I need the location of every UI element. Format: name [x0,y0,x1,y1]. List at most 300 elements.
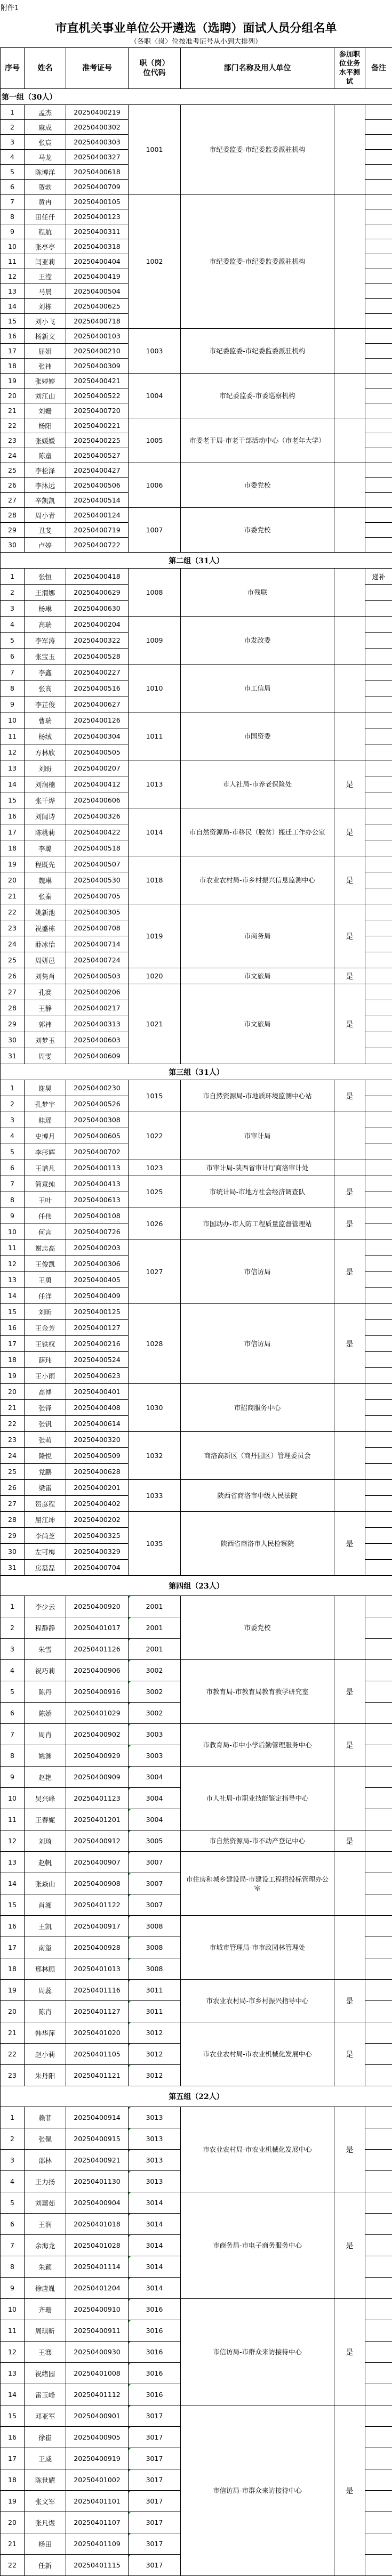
table-row [1,1432,392,1448]
position-code: 2001 [129,1596,181,1617]
candidate-name: 王铁权 [25,1336,66,1352]
position-code: 3016 [129,2384,181,2405]
exam-id: 20250400405 [66,1272,129,1288]
row-number: 14 [1,2384,25,2405]
skill-test: 是 [334,2107,365,2192]
remark [365,1208,392,1224]
exam-id: 20250400419 [66,269,129,284]
candidate-name: 朱颖 [25,2256,66,2278]
department: 市农业农村局-市乡村振兴指导中心 [181,1980,334,2022]
candidate-name: 刘蕙茹 [25,2192,66,2214]
exam-id: 20250400916 [66,1681,129,1703]
candidate-name: 任洋 [25,1288,66,1304]
row-number: 18 [1,1958,25,1980]
candidate-name: 姚渊 [25,1745,66,1767]
group-title: 第四组（23人） [1,1576,392,1596]
row-number: 9 [1,1767,25,1788]
candidate-name: 朱雪 [25,1639,66,1660]
table-row [1,984,392,1000]
department: 市农业农村局-市农业机械化发展中心 [181,2022,334,2086]
row-number: 7 [1,665,25,681]
candidate-name: 刘昕 [25,1304,66,1320]
group-title: 第一组（30人） [1,89,392,105]
skill-test [334,1596,365,1660]
skill-test: 是 [334,2405,365,2576]
remark [365,744,392,760]
row-number: 10 [1,712,25,728]
row-number: 21 [1,2022,25,2044]
row-number: 16 [1,2427,25,2448]
skill-test: 是 [334,1980,365,2022]
remark [365,1048,392,1064]
remark [365,1660,392,1681]
row-number: 10 [1,1788,25,1809]
table-row [1,105,392,120]
exam-id: 20250400609 [66,1048,129,1064]
candidate-name: 张文军 [25,2491,66,2512]
skill-test [334,418,365,463]
row-number: 27 [1,493,25,508]
row-number: 8 [1,2256,25,2278]
row-number: 24 [1,448,25,463]
group-header-row [1,89,392,105]
table-header-row [1,48,392,89]
exam-id: 20250400618 [66,165,129,180]
position-code: 1019 [129,904,181,968]
table-row [1,1916,392,1937]
row-number: 5 [1,1144,25,1160]
exam-id: 20250400108 [66,1208,129,1224]
remark [365,344,392,359]
skill-test [334,712,365,760]
remark [365,1256,392,1272]
exam-id: 20250400422 [66,824,129,840]
row-number: 25 [1,463,25,478]
row-number: 19 [1,1980,25,2001]
remark [365,1016,392,1032]
exam-id: 20250400325 [66,1528,129,1544]
row-number: 21 [1,1400,25,1416]
department: 市国资委 [181,712,334,760]
exam-id: 20250401127 [66,2001,129,2022]
row-number: 19 [1,1368,25,1384]
candidate-name: 张宝玉 [25,649,66,665]
department: 市信访局-市群众来访接待中心 [181,2405,334,2576]
table-row [1,1767,392,1788]
candidate-name: 韩华萍 [25,2022,66,2044]
header-no: 序号 [1,48,25,89]
row-number: 16 [1,808,25,824]
remark [365,150,392,165]
position-code: 3014 [129,2214,181,2235]
exam-id: 20250400404 [66,254,129,269]
remark [365,478,392,493]
table-body [1,89,392,2576]
position-code: 1015 [129,1080,181,1112]
row-number: 22 [1,418,25,433]
remark [365,1368,392,1384]
row-number: 17 [1,824,25,840]
remark [365,904,392,920]
department: 市招商服务中心 [181,1384,334,1432]
row-number: 1 [1,1080,25,1096]
remark [365,2256,392,2278]
table-row [1,968,392,984]
position-code: 1003 [129,329,181,374]
exam-id: 20250400623 [66,1368,129,1384]
row-number: 3 [1,135,25,150]
exam-id: 20250400219 [66,105,129,120]
exam-id: 20250400507 [66,856,129,872]
row-number: 15 [1,792,25,808]
candidate-name: 张焱山 [25,1873,66,1894]
candidate-name: 张祎 [25,359,66,374]
exam-id: 20250400709 [66,180,129,195]
table-row [1,374,392,388]
remark [365,1894,392,1916]
department: 市纪委监委-市纪委监委派驻机构 [181,195,334,329]
position-code: 3007 [129,1852,181,1873]
skill-test: 是 [334,1724,365,1767]
skill-test: 是 [334,1080,365,1112]
position-code: 3013 [129,2107,181,2128]
candidate-name: 王骞 [25,2342,66,2363]
row-number: 2 [1,1096,25,1112]
remark [365,1080,392,1096]
row-number: 9 [1,2278,25,2299]
exam-id: 20250400928 [66,1937,129,1958]
candidate-name: 刘江山 [25,388,66,403]
table-row [1,808,392,824]
remark [365,2320,392,2342]
candidate-name: 王金芳 [25,1320,66,1336]
remark [365,418,392,433]
remark [365,1416,392,1432]
position-code: 3011 [129,2001,181,2022]
row-number: 28 [1,508,25,523]
row-number: 8 [1,1745,25,1767]
row-number: 7 [1,1724,25,1745]
table-row [1,195,392,209]
skill-test [334,1432,365,1480]
skill-test: 是 [334,1512,365,1576]
remark [365,508,392,523]
row-number: 28 [1,1000,25,1016]
remark [365,2427,392,2448]
candidate-name: 程航 [25,224,66,239]
candidate-name: 谢昊 [25,1080,66,1096]
row-number: 21 [1,888,25,904]
skill-test [334,617,365,665]
remark [365,135,392,150]
remark [365,1112,392,1128]
candidate-name: 南玺 [25,1937,66,1958]
remark [365,180,392,195]
row-number: 4 [1,2171,25,2192]
row-number: 13 [1,2363,25,2384]
row-number: 25 [1,952,25,968]
remark [365,224,392,239]
candidate-name: 赵艳 [25,1767,66,1788]
exam-id: 20250400909 [66,1767,129,1788]
candidate-name: 张萌 [25,1432,66,1448]
remark [365,1916,392,1937]
candidate-name: 薛玮 [25,1352,66,1368]
remark [365,760,392,776]
exam-id: 20250400929 [66,1745,129,1767]
remark [365,2384,392,2405]
remark [365,269,392,284]
skill-test [334,569,365,617]
row-number: 29 [1,523,25,538]
remark [365,1032,392,1048]
exam-id: 20250400724 [66,952,129,968]
row-number: 21 [1,2533,25,2555]
header-test: 参加职位业务水平测试 [334,48,365,89]
candidate-name: 陈博洋 [25,165,66,180]
remark [365,2512,392,2533]
remark [365,284,392,299]
remark [365,2278,392,2299]
remark [365,1432,392,1448]
remark [365,2022,392,2044]
exam-id: 20250400527 [66,448,129,463]
exam-id: 20250400911 [66,2320,129,2342]
position-code: 1007 [129,508,181,553]
candidate-name: 赵帆 [25,1852,66,1873]
row-number: 13 [1,760,25,776]
exam-id: 20250400201 [66,1480,129,1496]
department: 市信访局 [181,1240,334,1304]
candidate-name: 丑斐 [25,523,66,538]
candidate-name: 任新 [25,2555,66,2576]
candidate-name: 刘小飞 [25,314,66,329]
department: 市工信局 [181,665,334,712]
remark [365,463,392,478]
remark [365,1400,392,1416]
row-number: 10 [1,1224,25,1240]
candidate-name: 黄冉 [25,195,66,209]
position-code: 2001 [129,1617,181,1639]
remark [365,2214,392,2235]
candidate-name: 任伟 [25,1208,66,1224]
department: 市农业农村局-市乡村振兴信息监测中心 [181,856,334,904]
row-number: 11 [1,254,25,269]
exam-id: 20250400613 [66,1192,129,1208]
remark [365,299,392,314]
remark: 递补 [365,569,392,585]
remark [365,776,392,792]
position-code: 3016 [129,2320,181,2342]
position-code: 1023 [129,1160,181,1176]
remark [365,493,392,508]
position-code: 3017 [129,2555,181,2576]
remark [365,2299,392,2320]
department: 市审计局-陕西省审计厅商洛审计处 [181,1160,334,1176]
row-number: 15 [1,1304,25,1320]
row-number: 5 [1,1681,25,1703]
candidate-name: 李尚芝 [25,1528,66,1544]
candidate-name: 王谱凡 [25,1160,66,1176]
table-row [1,1596,392,1617]
exam-id: 20250400908 [66,1873,129,1894]
department: 市教育局-市教育局教育教学研究室 [181,1660,334,1724]
candidate-name: 高瑞 [25,617,66,633]
department: 市发改委 [181,617,334,665]
candidate-name: 周琪昕 [25,2320,66,2342]
page-title: 市直机关事业单位公开遴选（选聘）面试人员分组名单 [0,19,392,36]
exam-id: 20250400726 [66,1224,129,1240]
candidate-name: 刘琦 [25,1830,66,1852]
exam-id: 20250400206 [66,984,129,1000]
row-number: 18 [1,1352,25,1368]
table-row [1,463,392,478]
remark [365,1352,392,1368]
skill-test [334,1112,365,1160]
exam-id: 20250400912 [66,1830,129,1852]
row-number: 11 [1,1240,25,1256]
skill-test [334,1160,365,1176]
remark [365,254,392,269]
exam-id: 20250400528 [66,649,129,665]
remark [365,1560,392,1576]
department: 市城市管理局-市市政园林管理处 [181,1916,334,1980]
remark [365,1272,392,1288]
row-number: 31 [1,1048,25,1064]
exam-id: 20250400702 [66,1144,129,1160]
row-number: 19 [1,856,25,872]
row-number: 3 [1,601,25,617]
exam-id: 20250400204 [66,617,129,633]
exam-id: 20250400418 [66,569,129,585]
exam-id: 20250400630 [66,601,129,617]
skill-test [334,195,365,329]
table-row [1,569,392,585]
table-row [1,508,392,523]
candidate-name: 贺彦程 [25,1496,66,1512]
remark [365,1224,392,1240]
candidate-name: 魏琳 [25,872,66,888]
exam-id: 20250400907 [66,1852,129,1873]
candidate-name: 赵小莉 [25,2044,66,2065]
row-number: 14 [1,1873,25,1894]
remark [365,239,392,254]
skill-test [334,105,365,195]
row-number: 3 [1,1112,25,1128]
candidate-name: 党鹏 [25,1464,66,1480]
row-number: 29 [1,1528,25,1544]
candidate-name: 徐崔 [25,2427,66,2448]
row-number: 8 [1,681,25,696]
remark [365,1192,392,1208]
row-number: 5 [1,2192,25,2214]
position-code: 1020 [129,968,181,984]
candidate-name: 周妍邑 [25,952,66,968]
exam-id: 20250400714 [66,936,129,952]
candidate-name: 王威 [25,2448,66,2469]
table-row [1,1830,392,1852]
candidate-name: 左可梅 [25,1544,66,1560]
department: 市人社局-市职业技能鉴定指导中心 [181,1767,334,1830]
table-row [1,418,392,433]
remark [365,872,392,888]
row-number: 18 [1,359,25,374]
position-code: 1028 [129,1304,181,1384]
table-row [1,1176,392,1192]
exam-id: 20250400530 [66,872,129,888]
candidate-name: 陈童 [25,448,66,463]
exam-id: 20250400915 [66,2128,129,2150]
table-row [1,2107,392,2128]
remark [365,936,392,952]
position-code: 3012 [129,2065,181,2086]
position-code: 3008 [129,1916,181,1937]
table-row [1,1304,392,1320]
remark [365,195,392,209]
header-dept: 部门名称及用人单位 [181,48,334,89]
remark [365,105,392,120]
position-code: 3003 [129,1724,181,1745]
candidate-name: 孔赛 [25,984,66,1000]
table-row [1,1160,392,1176]
department: 陕西省商洛市人民检察院 [181,1512,334,1576]
candidate-name: 谢志高 [25,1240,66,1256]
row-number: 6 [1,649,25,665]
remark [365,1544,392,1560]
remark [365,1320,392,1336]
exam-id: 20250400409 [66,1288,129,1304]
exam-id: 20250401018 [66,2214,129,2235]
candidate-name: 马龙 [25,150,66,165]
exam-id: 20250400103 [66,329,129,344]
position-code: 1014 [129,808,181,856]
remark [365,1480,392,1496]
remark [365,1830,392,1852]
candidate-name: 李军涛 [25,633,66,649]
remark [365,329,392,344]
candidate-name: 孟杰 [25,105,66,120]
remark [365,1176,392,1192]
exam-id: 20250400718 [66,314,129,329]
remark [365,1958,392,1980]
exam-id: 20250400326 [66,808,129,824]
row-number: 1 [1,1596,25,1617]
row-number: 26 [1,478,25,493]
exam-id: 20250400311 [66,224,129,239]
candidate-name: 祝绪园 [25,2363,66,2384]
row-number: 7 [1,1176,25,1192]
candidate-name: 王渭娜 [25,585,66,601]
exam-id: 20250400708 [66,920,129,936]
group-header-row [1,553,392,569]
row-number: 25 [1,1464,25,1480]
candidate-name: 杨新文 [25,329,66,344]
row-number: 6 [1,1160,25,1176]
remark [365,1240,392,1256]
skill-test [334,665,365,712]
candidate-name: 高博 [25,1384,66,1400]
candidate-name: 王静 [25,1000,66,1016]
page-subtitle: （各职〈岗〉位按准考证号从小到大排列） [0,36,392,46]
exam-id: 20250401105 [66,2044,129,2065]
row-number: 22 [1,1416,25,1432]
row-number: 10 [1,239,25,254]
exam-id: 20250400217 [66,1000,129,1016]
skill-test: 是 [334,1830,365,1852]
remark [365,2363,392,2384]
department: 市人社局-市养老保险处 [181,760,334,808]
remark [365,952,392,968]
